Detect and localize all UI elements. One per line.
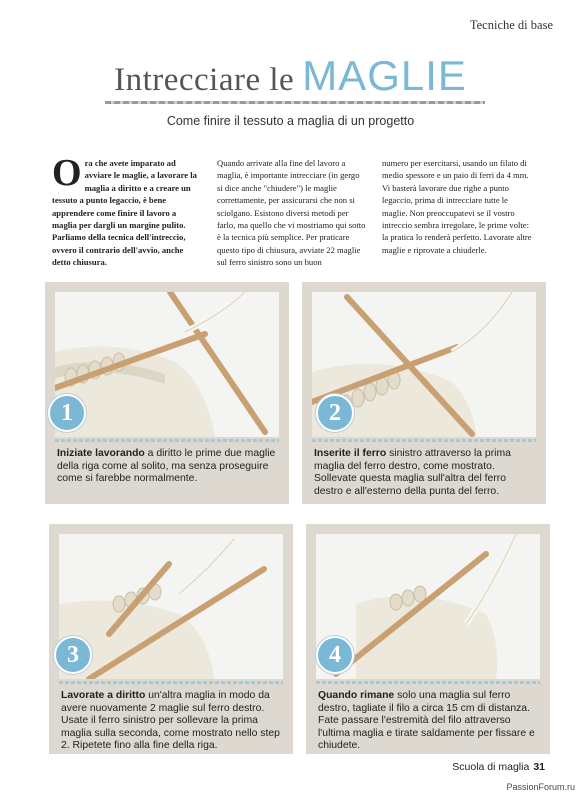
step-text-4: solo una maglia sul ferro destro, tagliate il filo a circa 15 cm di distanza. Fate passare l'estremità del filo attraverso l'ultima maglia e tirate saldamente per fissare e chiudete.	[318, 690, 535, 752]
drop-cap: O	[52, 152, 82, 194]
step-description-1	[57, 448, 279, 486]
step-text-3: un'altra maglia in modo da avere nuovamente 2 maglie sul ferro destro. Usate il ferro sinistro per sollevare la prima maglia sulla seconda, come mostrato nello step 2. Ripetete fino alla fine della riga.	[61, 690, 280, 752]
step-divider-1	[55, 439, 279, 442]
watermark: PassionForum.ru	[506, 782, 575, 792]
step-description-2	[314, 448, 536, 498]
title-divider	[105, 101, 485, 104]
step-card-2	[302, 282, 546, 504]
section-header: Tecniche di base	[469, 18, 553, 32]
step-number-badge-2: 2	[316, 394, 354, 432]
step-photo-3	[59, 534, 283, 679]
step-divider-3	[59, 681, 283, 684]
step-lead-4: Quando rimane	[318, 690, 395, 701]
step-photo-1	[55, 292, 279, 437]
step-description-4	[318, 690, 540, 753]
intro-column-3: numero per esercitarsi, usando un filato di medio spessore e un paio di ferri da 4 mm. Vi basterà lavorare due righe a punto legaccio, prima di intrecciare tutte le maglie. Non preoccupatevi se il vostro intreccio sembra irregolare, le prime volte: la pratica lo renderà perfetto. Lavorate altre maglie e riprovate a chiuderle.	[382, 158, 532, 255]
title-part1: Intrecciare le	[114, 62, 295, 98]
page-title	[0, 52, 581, 100]
step-lead-3: Lavorate a diritto	[61, 690, 146, 701]
step-description-3	[61, 690, 283, 753]
step-lead-1: Iniziate lavorando	[57, 448, 145, 459]
step-divider-4	[316, 681, 540, 684]
step-text-2: sinistro attraverso la prima maglia del ferro destro, come mostrato. Sollevate questa maglia sull'altra del ferro destro e all'esterno della punta del ferro.	[314, 448, 511, 497]
step-number-badge-4: 4	[316, 636, 354, 674]
title-part2: MAGLIE	[302, 52, 467, 99]
intro-column-1	[52, 152, 202, 269]
intro-col1-text: ra che avete imparato ad avviare le maglie, a lavorare la maglia a diritto e a creare un tessuto a punto legaccio, è bene apprendere come finire il lavoro a maglia per dargli un margine pulito. Parliamo della tecnica dell'intreccio, ovvero il contrario dell'avvio, anche detto chiusura.	[52, 158, 197, 268]
step-number-badge-1: 1	[48, 394, 86, 432]
step-text-1: a diritto le prime due maglie della riga come al solito, ma senza proseguire come si farebbe normalmente.	[57, 448, 276, 485]
step-card-3	[49, 524, 293, 754]
page-number: 31	[533, 761, 545, 773]
step-card-4	[306, 524, 550, 754]
magazine-name: Scuola di maglia	[452, 761, 530, 773]
step-card-1	[45, 282, 289, 504]
step-number-badge-3: 3	[54, 636, 92, 674]
page-subtitle: Come finire il tessuto a maglia di un progetto	[166, 114, 415, 128]
intro-column-2: Quando arrivate alla fine del lavoro a maglia, è importante intrecciare (in gergo si dice anche "chiudere") le maglie correttamente, per assicurarsi che non si sciolgano. Esistono diversi metodi per farlo, ma quello che vi mostriamo qui sotto è la tecnica più semplice. Per praticare questo tipo di chiusura, avviate 22 maglie sul ferro sinistro sono un buon	[217, 158, 366, 268]
step-lead-2: Inserite il ferro	[314, 448, 387, 459]
step-divider-2	[312, 439, 536, 442]
page-footer	[452, 761, 545, 773]
